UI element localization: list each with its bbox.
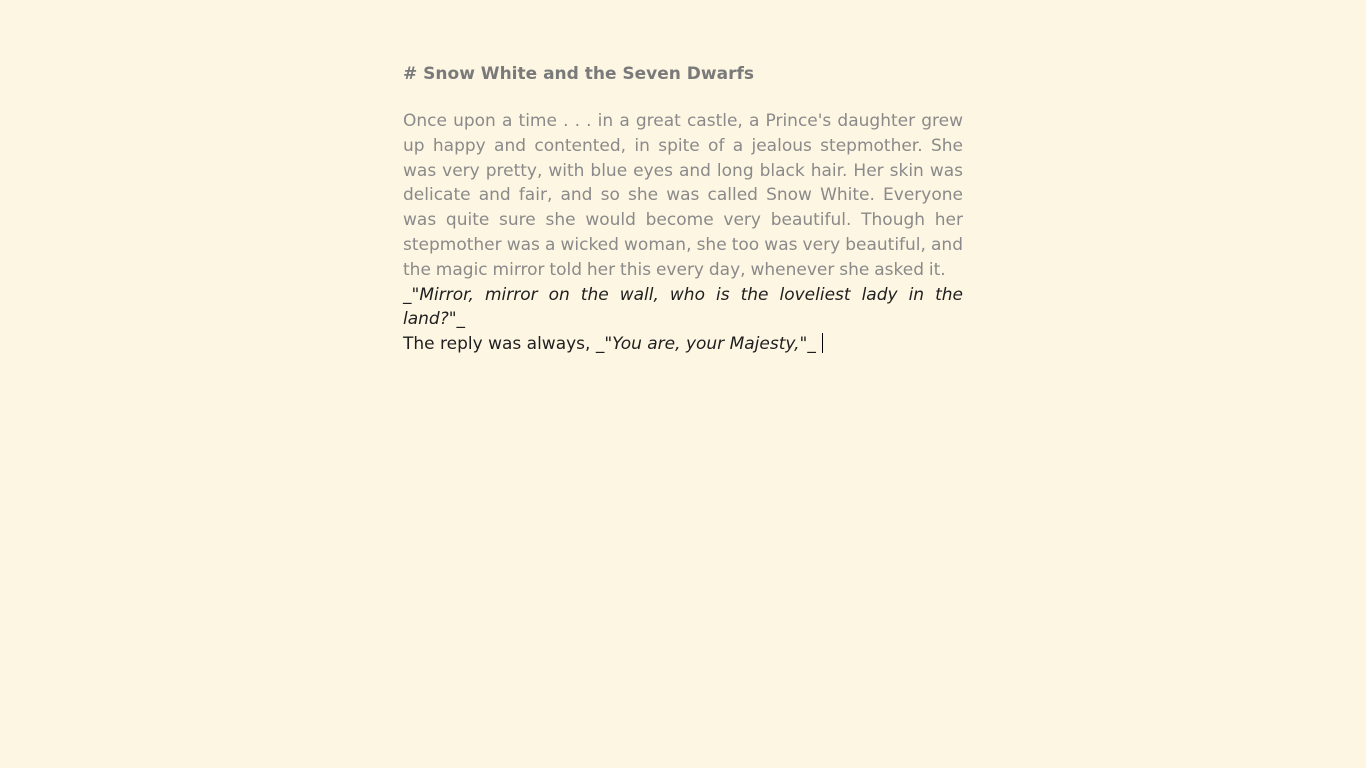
italic-open-marker: _" (595, 334, 613, 355)
body-paragraph: Once upon a time . . . in a great castle, a Prince's daughter grew up happy and contented, in spite of a jealous stepmother. She was very pretty, with blue eyes and long black hair. Her skin was delicate and fair, and so she was called Snow White. Everyone was quite sure she would become very beautiful. Though her stepmother was a wicked woman, she too was very beautiful, and the magic mirror told her this every day, whenever she asked it. (403, 111, 963, 280)
reply-line (403, 332, 963, 357)
italic-close-marker: "_ (799, 334, 816, 355)
text-editor[interactable] (403, 60, 963, 357)
italic-quote: Mirror, mirror on the wall, who is the loveliest lady in the land? (403, 284, 963, 330)
text-cursor (822, 333, 823, 353)
italic-open-marker: _" (403, 284, 420, 305)
italic-close-marker: "_ (448, 309, 466, 330)
italic-quote: You are, your Majesty, (612, 334, 800, 355)
mirror-question-line (403, 283, 963, 333)
reply-prefix: The reply was always, (403, 334, 596, 355)
document-heading: # Snow White and the Seven Dwarfs (403, 64, 754, 84)
